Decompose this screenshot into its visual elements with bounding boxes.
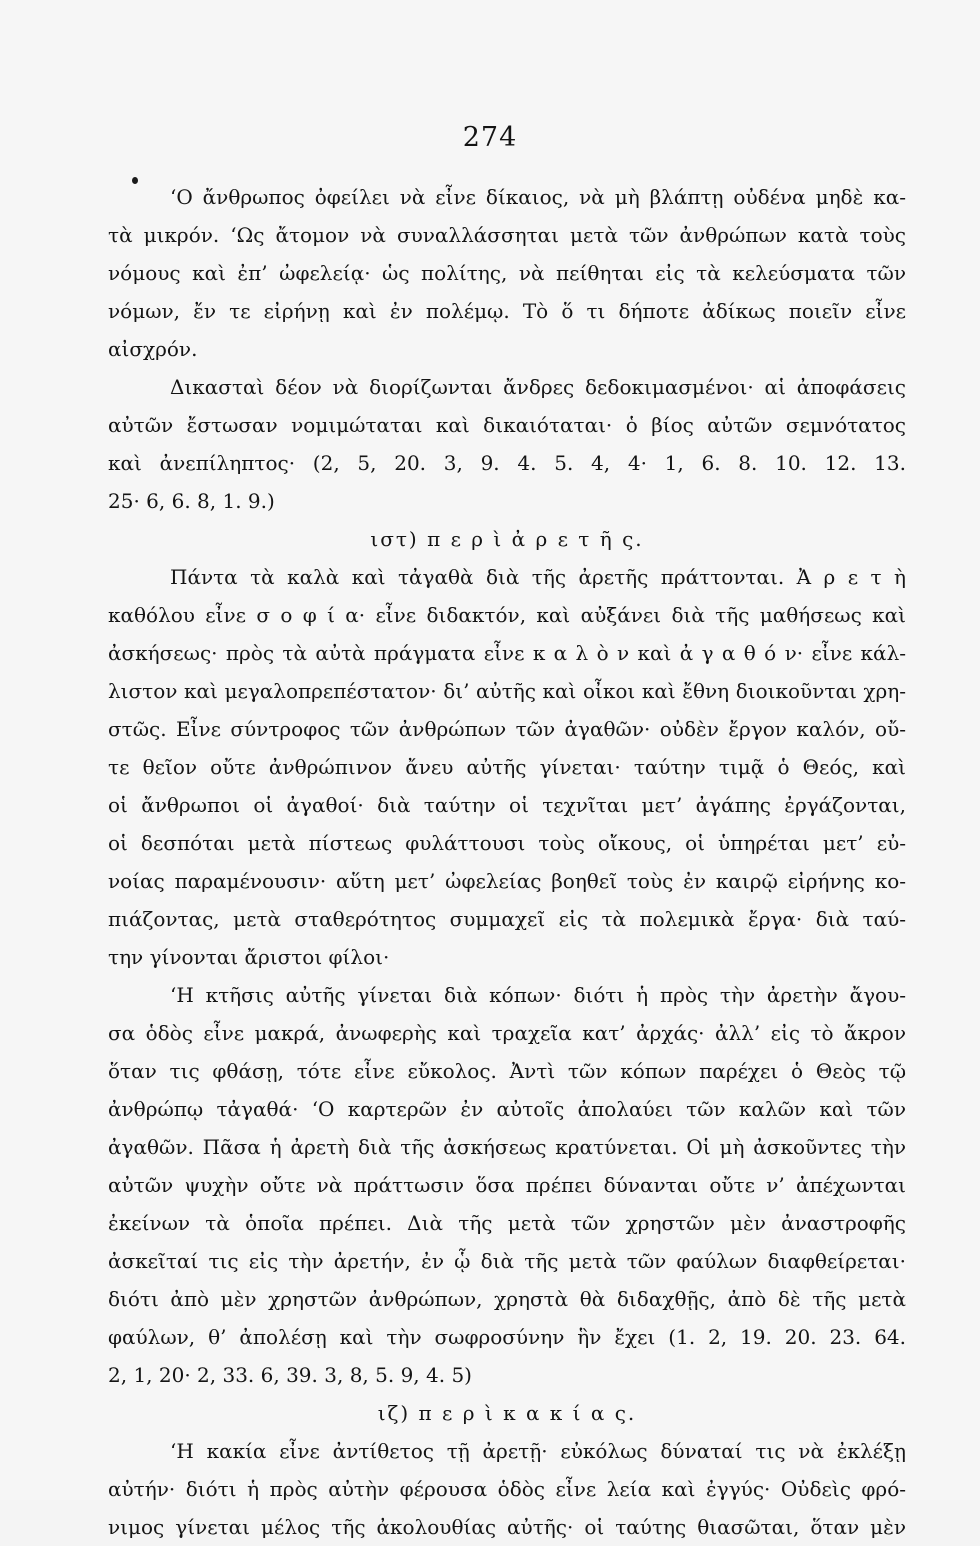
text-line: ‘Η κτῆσις αὐτῆς γίνεται διὰ κόπων· διότι ἡ πρὸς τὴν ἀρετὴν ἄγου- xyxy=(170,983,906,1007)
text-line: νόμων, ἔν τε εἰρήνῃ καὶ ἐν πολέμῳ. Τὸ ὅ τι δήποτε ἀδίκως ποιεῖν εἶνε xyxy=(108,299,906,323)
text-line: νιμος γίνεται μέλος τῆς ἀκολουθίας αὐτῆς· οἱ ταύτης θιασῶται, ὅταν μὲν xyxy=(108,1515,906,1539)
text-line: τε θεῖον οὔτε ἀνθρώπινον ἄνευ αὐτῆς γίνεται· ταύτην τιμᾷ ὁ Θεός, καὶ xyxy=(108,755,906,779)
text-line: τὰ μικρόν. ‘Ως ἄτομον νὰ συναλλάσσηται μετὰ τῶν ἀνθρώπων κατὰ τοὺς xyxy=(108,223,906,247)
text-line: αὐτῶν ψυχὴν οὔτε νὰ πράττωσιν ὅσα πρέπει δύνανται οὔτε ν’ ἀπέχωνται xyxy=(108,1173,906,1197)
text-line: 2, 1, 20· 2, 33. 6, 39. 3, 8, 5. 9, 4. 5) xyxy=(108,1363,472,1387)
text-line: πιάζοντας, μετὰ σταθερότητος συμμαχεῖ εἰς τὰ πολεμικὰ ἔργα· διὰ ταύ- xyxy=(108,907,906,931)
text-line: νόμους καὶ ἐπ’ ὠφελείᾳ· ὡς πολίτης, νὰ πείθηται εἰς τὰ κελεύσματα τῶν xyxy=(108,261,906,285)
text-line: 25· 6, 6. 8, 1. 9.) xyxy=(108,489,275,513)
text-line: αὐτήν· διότι ἡ πρὸς αὐτὴν φέρουσα ὁδὸς εἶνε λεία καὶ ἐγγύς· Οὐδεὶς φρό- xyxy=(108,1477,906,1501)
text-line: φαύλων, θ’ ἀπολέσῃ καὶ τὴν σωφροσύνην ἣν ἔχει (1. 2, 19. 20. 23. 64. xyxy=(108,1325,906,1349)
text-line: σα ὁδὸς εἶνε μακρά, ἀνωφερὴς καὶ τραχεῖα κατ’ ἀρχάς· ἀλλ’ εἰς τὸ ἄκρον xyxy=(108,1021,906,1045)
text-line: οἱ ἄνθρωποι οἱ ἀγαθοί· διὰ ταύτην οἱ τεχνῖται μετ’ ἀγάπης ἐργάζονται, xyxy=(108,793,906,817)
text-line: λιστον καὶ μεγαλοπρεπέστατον· δι’ αὐτῆς καὶ οἶκοι καὶ ἔθνη διοικοῦνται χρη- xyxy=(108,679,906,703)
text-line: αὐτῶν ἔστωσαν νομιμώταται καὶ δικαιόταται· ὁ βίος αὐτῶν σεμνότατος xyxy=(108,413,906,437)
page-number: 274 xyxy=(462,122,518,153)
text-line: ‘Η κακία εἶνε ἀντίθετος τῇ ἀρετῇ· εὐκόλως δύναταί τις νὰ ἐκλέξῃ xyxy=(170,1439,906,1463)
text-line: ‘Ο ἄνθρωπος ὀφείλει νὰ εἶνε δίκαιος, νὰ μὴ βλάπτῃ οὐδένα μηδὲ κα- xyxy=(170,185,906,209)
text-line: στῶς. Εἶνε σύντροφος τῶν ἀνθρώπων τῶν ἀγαθῶν· οὐδὲν ἔργον καλόν, οὔ- xyxy=(108,717,906,741)
text-line: αἰσχρόν. xyxy=(108,337,198,361)
section-heading: ιστ) π ε ρ ὶ ἀ ρ ε τ ῆ ς. xyxy=(370,527,644,551)
text-line: ἀσκήσεως· πρὸς τὰ αὐτὰ πράγματα εἶνε κ α λ ὸ ν καὶ ἀ γ α θ ό ν· εἶνε κάλ- xyxy=(108,641,906,665)
text-line: οἱ δεσπόται μετὰ πίστεως φυλάττουσι τοὺς οἴκους, οἱ ὑπηρέται μετ’ εὐ- xyxy=(108,831,906,855)
section-heading: ιζ) π ε ρ ὶ κ α κ ί α ς. xyxy=(377,1401,637,1425)
text-line: διότι ἀπὸ μὲν χρηστῶν ἀνθρώπων, χρηστὰ θὰ διδαχθῇς, ἀπὸ δὲ τῆς μετὰ xyxy=(108,1287,906,1311)
text-line: ὅταν τις φθάσῃ, τότε εἶνε εὔκολος. Ἀντὶ τῶν κόπων παρέχει ὁ Θεὸς τῷ xyxy=(108,1059,906,1083)
text-line: Δικασταὶ δέον νὰ διορίζωνται ἄνδρες δεδοκιμασμένοι· αἱ ἀποφάσεις xyxy=(170,375,906,399)
text-line: την γίνονται ἄριστοι φίλοι· xyxy=(108,945,390,969)
text-line: καθόλου εἶνε σ ο φ ί α· εἶνε διδακτόν, καὶ αὐξάνει διὰ τῆς μαθήσεως καὶ xyxy=(108,603,906,627)
text-line: ἐκείνων τὰ ὁποῖα πρέπει. Διὰ τῆς μετὰ τῶν χρηστῶν μὲν ἀναστροφῆς xyxy=(108,1211,906,1235)
text-line: καὶ ἀνεπίληπτος· (2, 5, 20. 3, 9. 4. 5. 4, 4· 1, 6. 8. 10. 12. 13. xyxy=(108,451,906,475)
body-text xyxy=(108,178,906,1546)
text-line: ἀσκεῖταί τις εἰς τὴν ἀρετήν, ἐν ᾧ διὰ τῆς μετὰ τῶν φαύλων διαφθείρεται· xyxy=(108,1249,906,1273)
text-line: ἀγαθῶν. Πᾶσα ἡ ἀρετὴ διὰ τῆς ἀσκήσεως κρατύνεται. Οἱ μὴ ἀσκοῦντες τὴν xyxy=(108,1135,906,1159)
text-line: νοίας παραμένουσιν· αὕτη μετ’ ὠφελείας βοηθεῖ τοὺς ἐν καιρῷ εἰρήνης κο- xyxy=(108,869,906,893)
text-line: ἀνθρώπῳ τἀγαθά· ‘Ο καρτερῶν ἐν αὐτοῖς ἀπολαύει τῶν καλῶν καὶ τῶν xyxy=(108,1097,906,1121)
text-line: Πάντα τὰ καλὰ καὶ τἀγαθὰ διὰ τῆς ἀρετῆς πράττονται. Ἀ ρ ε τ ὴ xyxy=(170,565,906,589)
